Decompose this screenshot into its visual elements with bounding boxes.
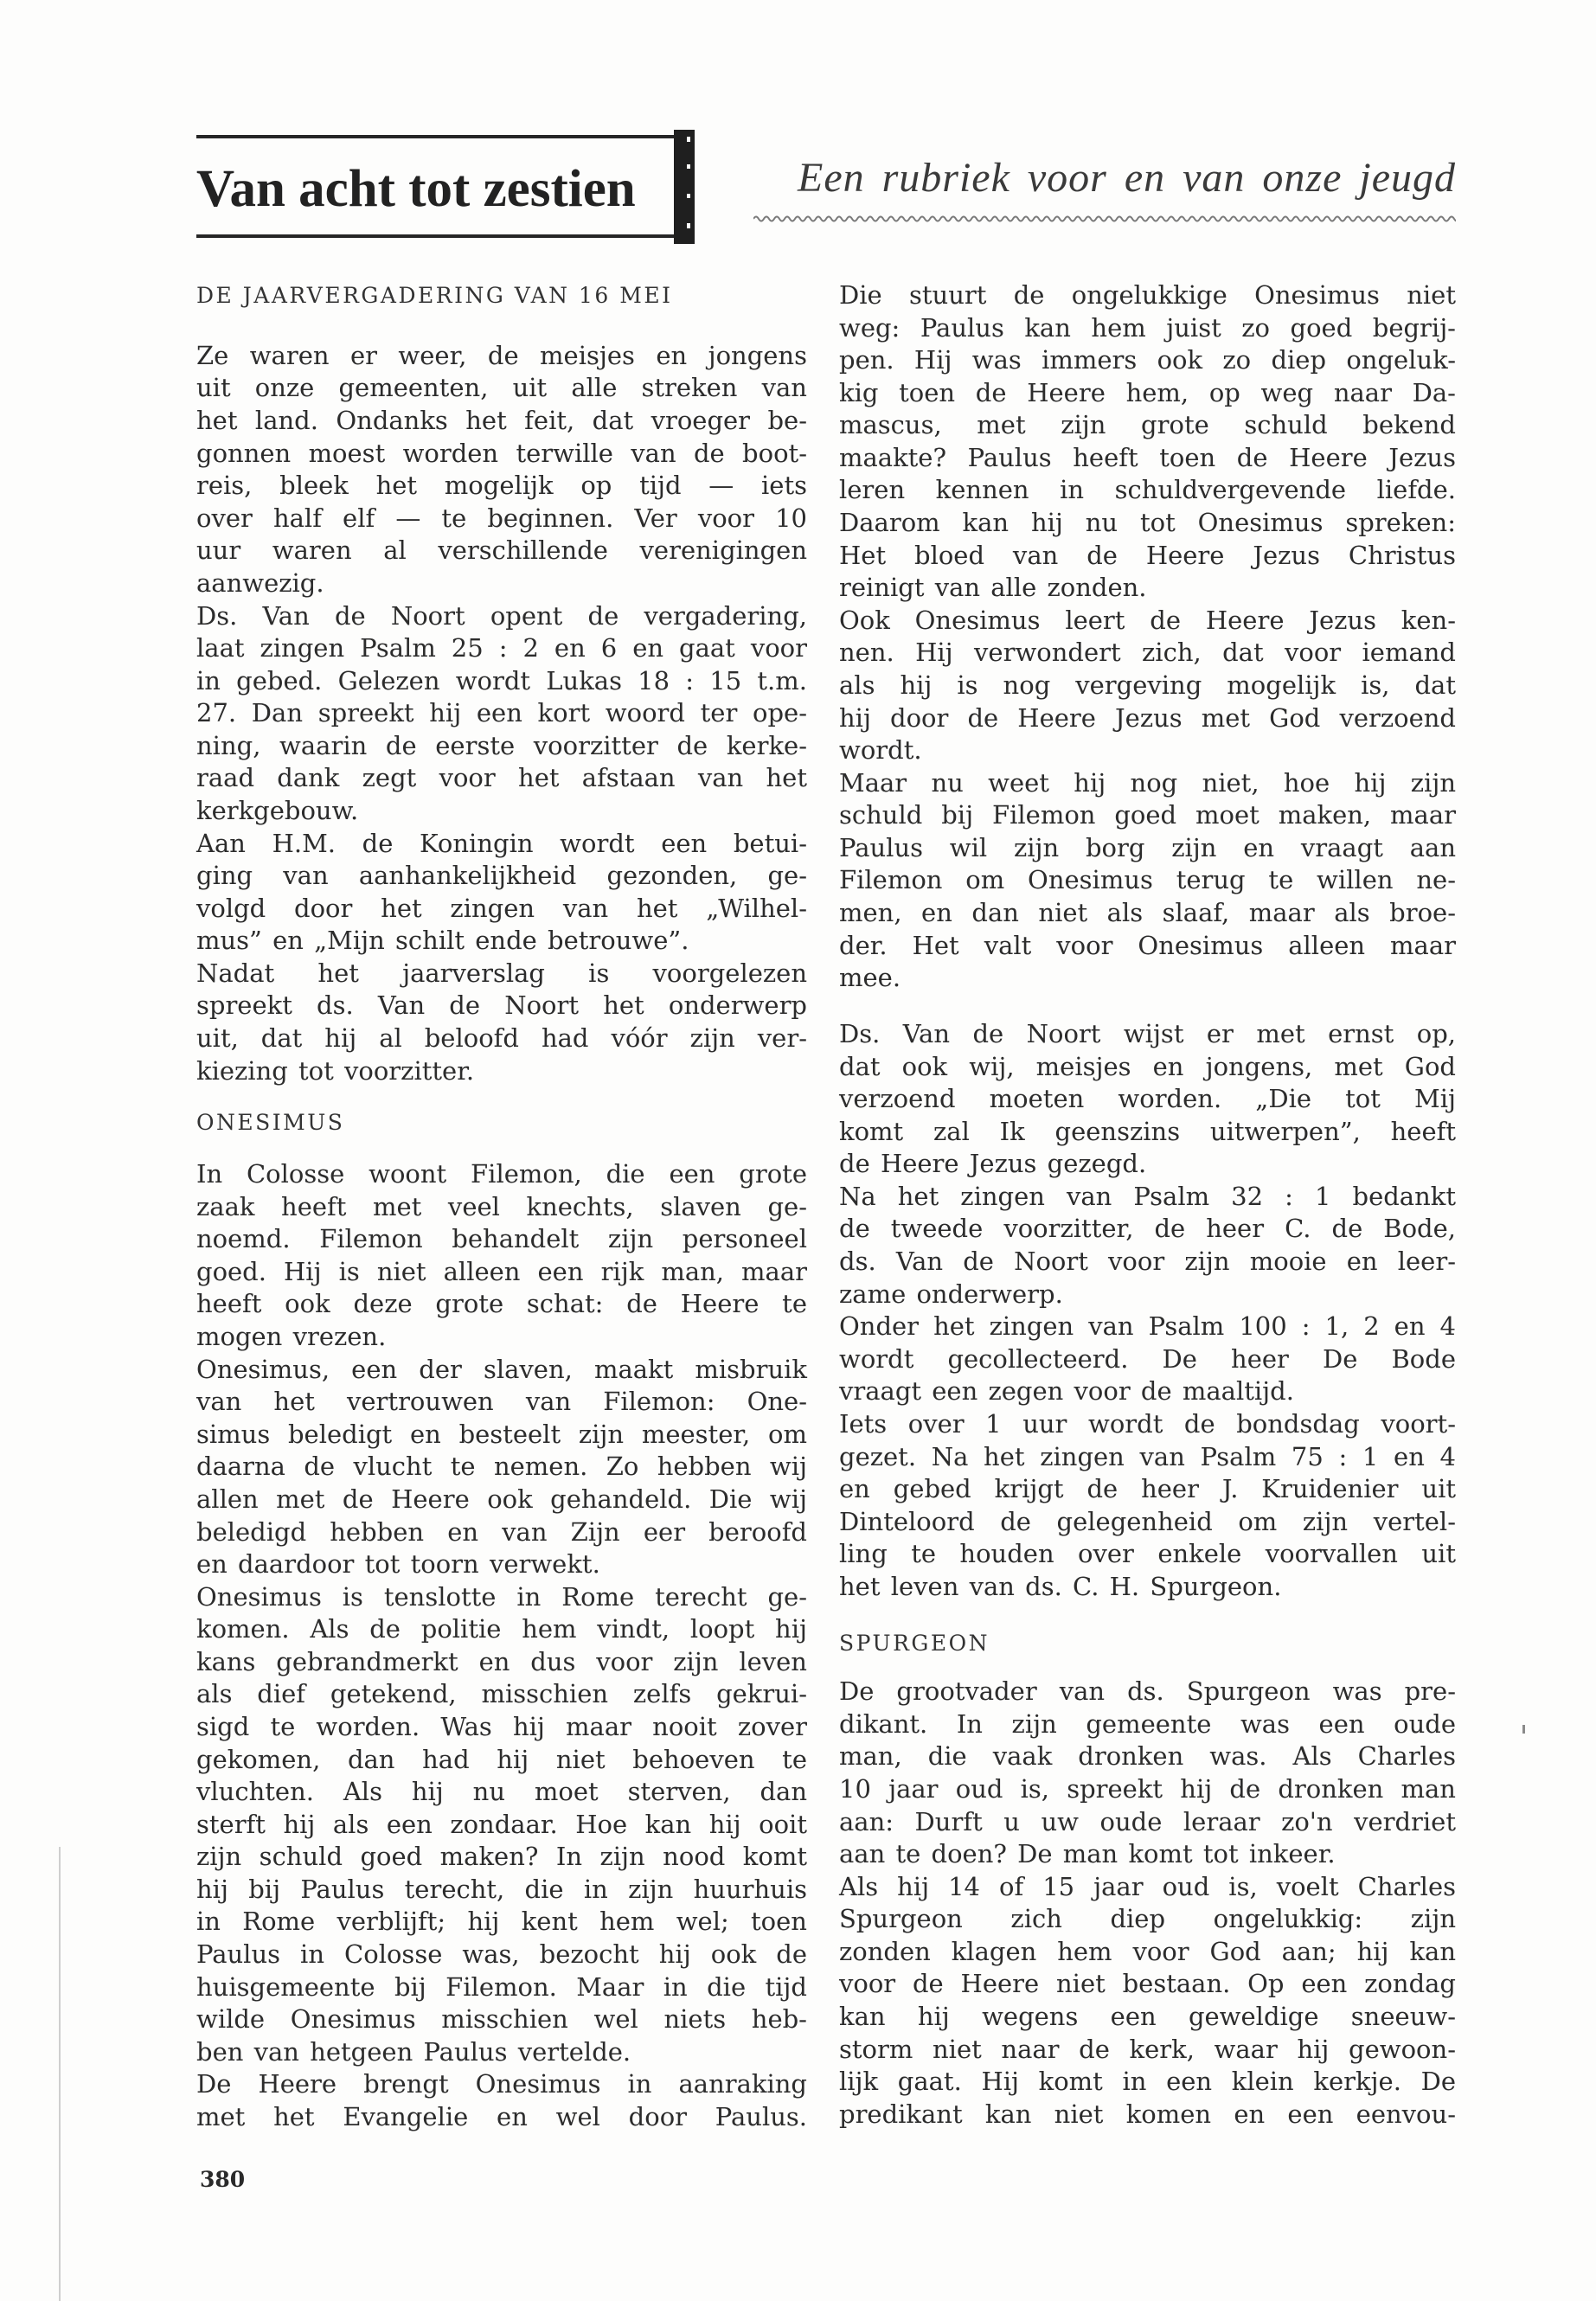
text-line: maakte? Paulus heeft toen de Heere Jezus — [839, 442, 1456, 472]
text-line: als hij is nog vergeving mogelijk is, dat — [839, 670, 1456, 700]
text-line: uit onze gemeenten, uit alle streken van — [196, 373, 807, 403]
text-line: Dinteloord de gelegenheid om zijn vertel- — [839, 1506, 1456, 1536]
paragraph — [839, 767, 1456, 995]
text-line: Paulus wil zijn borg zijn en vraagt aan — [839, 832, 1456, 862]
text-line: kerkgebouw. — [196, 795, 359, 825]
text-line: gekomen, dan had hij niet behoeven te — [196, 1744, 807, 1774]
section-heading: ONESIMUS — [196, 1110, 345, 1136]
text-line: ging van aanhankelijkheid gezonden, ge- — [196, 861, 807, 891]
text-line: kig toen de Heere hem, op weg naar Da- — [839, 377, 1456, 407]
paragraph — [839, 1676, 1456, 1870]
text-line: zijn schuld goed maken? In zijn nood komt — [196, 1842, 807, 1872]
text-line: Ds. Van de Noort wijst er met ernst op, — [839, 1019, 1456, 1049]
text-line: man, die vaak dronken was. Als Charles — [839, 1741, 1456, 1772]
text-line: en gebed krijgt de heer J. Kruidenier uit — [839, 1474, 1456, 1504]
text-line: heeft ook deze grote schat: de Heere te — [196, 1289, 807, 1319]
header-rule-top — [196, 135, 695, 138]
text-line: allen met de Heere ook gehandeld. Die wij — [196, 1484, 807, 1514]
text-line: storm niet naar de kerk, waar hij gewoon- — [839, 2034, 1456, 2064]
text-line: In Colosse woont Filemon, die een grote — [196, 1159, 807, 1189]
paragraph — [839, 1018, 1456, 1181]
text-line: spreekt ds. Van de Noort het onderwerp — [196, 990, 807, 1021]
text-line: nen. Hij verwondert zich, dat voor iemand — [839, 638, 1456, 668]
scan-mark — [1522, 1725, 1525, 1734]
text-line: men, en dan niet als slaaf, maar als broe- — [839, 897, 1456, 927]
paragraph — [839, 1311, 1456, 1408]
right-column — [839, 279, 1456, 2131]
text-line: zonden klagen hem voor God aan; hij kan — [839, 1936, 1456, 1966]
text-line: Nadat het jaarverslag is voorgelezen — [196, 958, 807, 988]
scan-edge-line — [59, 1847, 61, 2301]
paragraph-group — [839, 1676, 1456, 2131]
text-line: raad dank zegt voor het afstaan van het — [196, 763, 807, 793]
text-line: sterft hij als een zondaar. Hoe kan hij ooit — [196, 1809, 807, 1839]
text-line: predikant kan niet komen en een eenvou- — [839, 2099, 1456, 2129]
text-line: in Rome verblijft; hij kent hem wel; toen — [196, 1907, 807, 1937]
paragraph — [196, 600, 807, 828]
section-title: Van acht tot zestien — [196, 160, 636, 218]
text-line: gezet. Na het zingen van Psalm 75 : 1 en 4 — [839, 1441, 1456, 1471]
text-line: De grootvader van ds. Spurgeon was pre- — [839, 1676, 1456, 1707]
text-line: ds. Van de Noort voor zijn mooie en leer- — [839, 1247, 1456, 1277]
text-line: vluchten. Als hij nu moet sterven, dan — [196, 1777, 807, 1807]
text-line: 27. Dan spreekt hij een kort woord ter ope- — [196, 698, 807, 728]
paragraph-group — [839, 279, 1456, 995]
text-line: Aan H.M. de Koningin wordt een betui- — [196, 828, 807, 858]
paragraph — [196, 1354, 807, 1581]
text-line: hij bij Paulus terecht, die in zijn huurhuis — [196, 1874, 807, 1904]
text-line: De Heere brengt Onesimus in aanraking — [196, 2069, 807, 2099]
left-column — [196, 279, 807, 2133]
paragraph — [196, 1158, 807, 1353]
text-line: weg: Paulus kan hem juist zo goed begrij- — [839, 312, 1456, 343]
text-line: Onder het zingen van Psalm 100 : 1, 2 en 4 — [839, 1311, 1456, 1342]
text-line: dat ook wij, meisjes en jongens, met God — [839, 1051, 1456, 1081]
text-line: wordt. — [839, 735, 922, 766]
paragraph — [839, 1871, 1456, 2131]
text-line: kiezing tot voorzitter. — [196, 1055, 475, 1086]
text-line: Spurgeon zich diep ongelukkig: zijn — [839, 1904, 1456, 1934]
paragraph — [839, 1181, 1456, 1311]
text-line: zaak heeft met veel knechts, slaven ge- — [196, 1191, 807, 1221]
section-heading: SPURGEON — [839, 1630, 990, 1656]
section-heading: DE JAARVERGADERING VAN 16 MEI — [196, 283, 673, 308]
text-line: hij door de Heere Jezus met God verzoend — [839, 702, 1456, 733]
text-line: als dief getekend, misschien zelfs gekrui- — [196, 1679, 807, 1709]
text-line: de tweede voorzitter, de heer C. de Bode, — [839, 1214, 1456, 1244]
text-line: ling te houden over enkele voorvallen uit — [839, 1539, 1456, 1569]
paragraph — [839, 1408, 1456, 1603]
text-line: in gebed. Gelezen wordt Lukas 18 : 15 t.m. — [196, 665, 807, 695]
text-line: daarna de vlucht te nemen. Zo hebben wij — [196, 1452, 807, 1482]
paragraph — [196, 1581, 807, 2069]
text-line: aanwezig. — [196, 567, 324, 598]
text-line: 10 jaar oud is, spreekt hij de dronken man — [839, 1773, 1456, 1804]
text-line: simus beledigt en besteelt zijn meester, om — [196, 1419, 807, 1449]
text-line: mee. — [839, 963, 901, 993]
text-line: mus” en „Mijn schilt ende betrouwe”. — [196, 926, 689, 956]
paragraph — [196, 340, 807, 600]
text-line: Filemon om Onesimus terug te willen ne- — [839, 865, 1456, 895]
text-line: noemd. Filemon behandelt zijn personeel — [196, 1224, 807, 1254]
paragraph — [196, 958, 807, 1087]
text-line: pen. Hij was immers ook zo diep ongeluk- — [839, 345, 1456, 375]
text-line: volgd door het zingen van het „Wilhel- — [196, 893, 807, 923]
text-line: Het bloed van de Heere Jezus Christus — [839, 540, 1456, 570]
header-rule-bottom — [196, 234, 695, 238]
text-line: over half elf — te beginnen. Ver voor 10 — [196, 503, 807, 533]
text-line: Onesimus, een der slaven, maakt misbruik — [196, 1354, 807, 1384]
text-line: vraagt een zegen voor de maaltijd. — [839, 1376, 1294, 1407]
text-line: van het vertrouwen van Filemon: One- — [196, 1387, 807, 1417]
text-line: uur waren al verschillende verenigingen — [196, 535, 807, 566]
text-line: Maar nu weet hij nog niet, hoe hij zijn — [839, 767, 1456, 798]
text-line: schuld bij Filemon goed moet maken, maar — [839, 800, 1456, 830]
text-line: en daardoor tot toorn verwekt. — [196, 1549, 600, 1580]
text-line: zame onderwerp. — [839, 1279, 1063, 1309]
paragraph-group — [196, 340, 807, 1087]
text-line: kan hij wegens een geweldige sneeuw- — [839, 2001, 1456, 2031]
paragraph — [196, 2068, 807, 2133]
text-line: verzoend moeten worden. „Die tot Mij — [839, 1084, 1456, 1114]
text-line: het leven van ds. C. H. Spurgeon. — [839, 1571, 1282, 1601]
text-line: wilde Onesimus misschien wel niets heb- — [196, 2004, 807, 2035]
paragraph — [196, 828, 807, 958]
paragraph — [839, 605, 1456, 767]
paragraph — [839, 279, 1456, 605]
text-line: huisgemeente bij Filemon. Maar in die tijd — [196, 1971, 807, 2002]
text-line: aan te doen? De man komt tot inkeer. — [839, 1839, 1336, 1869]
text-line: ben van hetgeen Paulus vertelde. — [196, 2036, 631, 2067]
text-line: komt zal Ik geenszins uitwerpen”, heeft — [839, 1116, 1456, 1146]
section-subtitle: Een rubriek voor en van onze jeugd — [798, 155, 1456, 201]
text-line: Onesimus is tenslotte in Rome terecht ge- — [196, 1581, 807, 1612]
text-line: laat zingen Psalm 25 : 2 en 6 en gaat voor — [196, 633, 807, 663]
text-line: komen. Als de politie hem vindt, loopt hij — [196, 1614, 807, 1644]
text-line: ning, waarin de eerste voorzitter de kerke- — [196, 730, 807, 760]
text-line: de Heere Jezus gezegd. — [839, 1149, 1147, 1179]
text-line: gonnen moest worden terwille van de boot- — [196, 438, 807, 468]
text-line: leren kennen in schuldvergevende liefde. — [839, 475, 1456, 505]
paragraph-group — [839, 1018, 1456, 1603]
text-line: wordt gecollecteerd. De heer De Bode — [839, 1343, 1456, 1374]
text-line: uit, dat hij al beloofd had vóór zijn ver- — [196, 1023, 807, 1054]
text-line: mogen vrezen. — [196, 1322, 387, 1352]
text-line: Ook Onesimus leert de Heere Jezus ken- — [839, 605, 1456, 635]
text-line: beledigd hebben en van Zijn eer beroofd — [196, 1516, 807, 1547]
text-line: reis, bleek het mogelijk op tijd — iets — [196, 471, 807, 501]
page-number: 380 — [200, 2167, 246, 2192]
text-line: Na het zingen van Psalm 32 : 1 bedankt — [839, 1181, 1456, 1211]
text-line: kans gebrandmerkt en dus voor zijn leven — [196, 1646, 807, 1676]
text-line: goed. Hij is niet alleen een rijk man, maar — [196, 1256, 807, 1286]
text-line: Paulus in Colosse was, bezocht hij ook de — [196, 1939, 807, 1970]
text-line: het land. Ondanks het feit, dat vroeger be- — [196, 406, 807, 436]
text-line: Die stuurt de ongelukkige Onesimus niet — [839, 280, 1456, 310]
text-line: lijk gaat. Hij komt in een klein kerkje. De — [839, 2067, 1456, 2097]
text-line: mascus, met zijn grote schuld bekend — [839, 410, 1456, 440]
text-line: sigd te worden. Was hij maar nooit zover — [196, 1711, 807, 1741]
text-line: Ze waren er weer, de meisjes en jongens — [196, 340, 807, 370]
paragraph-group — [196, 1158, 807, 2133]
text-line: Daarom kan hij nu tot Onesimus spreken: — [839, 508, 1456, 538]
text-line: Ds. Van de Noort opent de vergadering, — [196, 600, 807, 631]
text-line: reinigt van alle zonden. — [839, 573, 1147, 603]
text-line: met het Evangelie en wel door Paulus. — [196, 2101, 807, 2131]
text-line: dikant. In zijn gemeente was een oude — [839, 1708, 1456, 1739]
header-bar — [674, 130, 695, 244]
text-line: aan: Durft u uw oude leraar zo'n verdriet — [839, 1806, 1456, 1836]
text-line: Iets over 1 uur wordt de bondsdag voort- — [839, 1408, 1456, 1439]
text-line: der. Het valt voor Onesimus alleen maar — [839, 930, 1456, 960]
wavy-divider — [753, 213, 1456, 225]
text-line: voor de Heere niet bestaan. Op een zondag — [839, 1969, 1456, 1999]
text-line: Als hij 14 of 15 jaar oud is, voelt Charles — [839, 1871, 1456, 1901]
